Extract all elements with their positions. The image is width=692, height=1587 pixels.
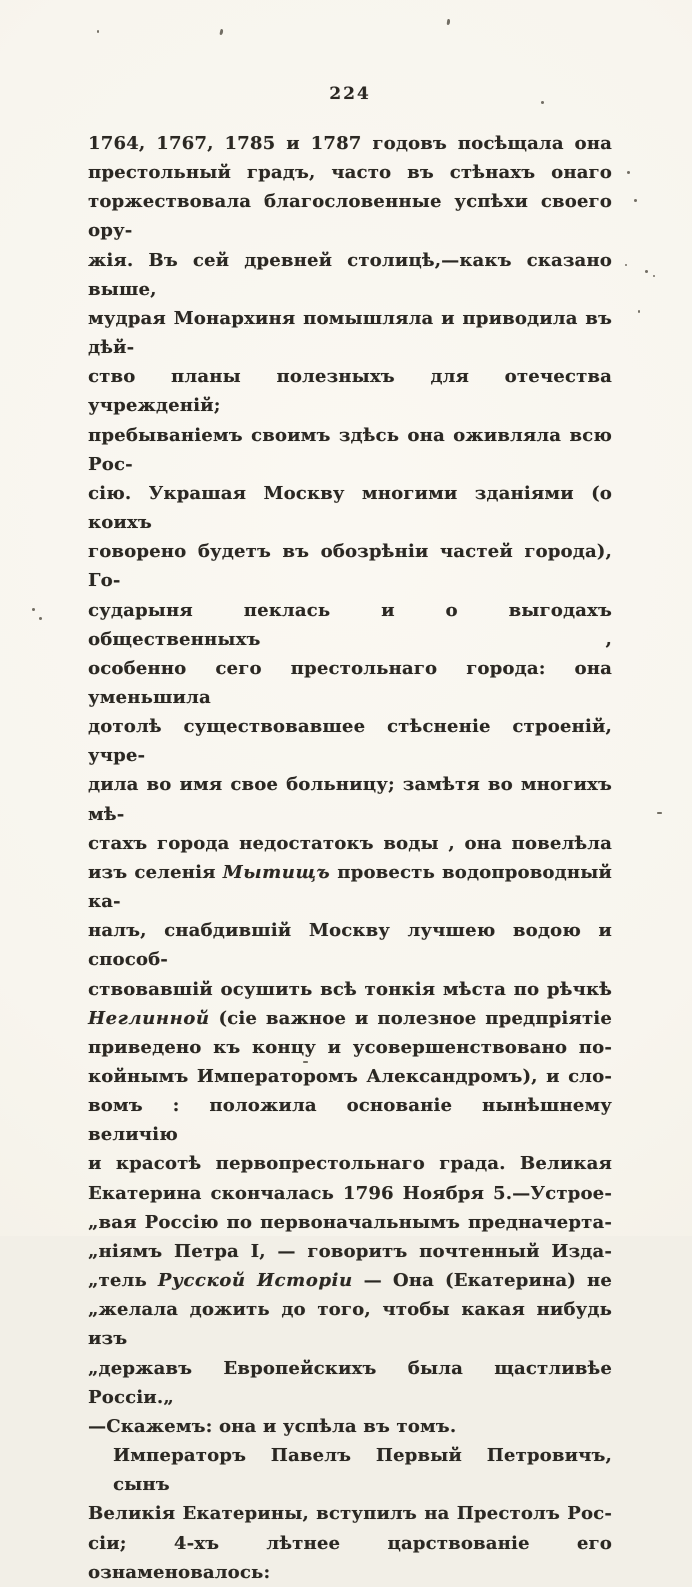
ink-speck	[627, 171, 630, 174]
text-segment: „тель	[88, 1270, 158, 1292]
text-segment: Императоръ Павелъ Первый Петровичъ, сынъ	[113, 1445, 612, 1496]
text-segment: (сіе важное и полезное предпріятіе	[209, 1007, 612, 1029]
text-segment: койнымъ Императоромъ Александромъ), и сло-	[88, 1066, 612, 1087]
ink-speck	[303, 1061, 308, 1063]
text-segment: престольный градъ, часто въ стѣнахъ онаго	[88, 162, 612, 184]
text-line	[88, 1062, 612, 1091]
text-line	[88, 304, 612, 362]
text-segment: особенно сего престольнаго города: она уменьшила	[88, 657, 612, 708]
text-line	[88, 421, 612, 479]
text-segment: сію. Украшая Москву многими зданіями (о коихъ	[88, 482, 612, 534]
text-segment: провесть водопроводный ка-	[88, 861, 612, 913]
text-segment: говорено будетъ въ обозрѣніи частей города), Го-	[88, 541, 612, 592]
text-line	[88, 712, 612, 770]
text-line	[88, 829, 612, 858]
text-segment: стахъ города недостатокъ воды , она повелѣла	[88, 832, 612, 854]
text-line	[88, 479, 612, 537]
text-segment: торжествовала благословенные успѣхи своего ору-	[88, 191, 612, 242]
text-line	[88, 1295, 612, 1353]
text-line	[88, 858, 612, 916]
text-segment: приведено къ концу и усовершенствовано по-	[88, 1036, 612, 1058]
text-segment: изъ селенія	[88, 861, 223, 883]
ink-speck	[32, 608, 35, 611]
text-segment: и красотѣ первопрестольнаго града. Великая	[88, 1153, 612, 1175]
text-line	[88, 1004, 612, 1033]
text-line	[88, 1179, 612, 1208]
text-line	[88, 1149, 612, 1178]
text-line	[88, 1354, 612, 1412]
text-line	[88, 596, 612, 654]
text-segment: Екатерина скончалась 1796 Ноября 5.—Устрое-	[88, 1182, 612, 1204]
text-line	[88, 158, 612, 187]
text-line	[88, 916, 612, 974]
text-line	[88, 1033, 612, 1062]
text-segment: 1764, 1767, 1785 и 1787 годовъ посѣщала она	[88, 133, 612, 154]
text-line	[88, 975, 612, 1004]
ink-speck	[541, 101, 544, 104]
text-segment: вомъ : положила основаніе нынѣшнему величію	[88, 1095, 612, 1146]
text-line	[88, 187, 612, 245]
text-line	[88, 1091, 612, 1149]
text-segment: сударыня пеклась и о выгодахъ общественныхъ ,	[88, 599, 612, 650]
text-segment: мудрая Монархиня помышляла и приводила въ дѣй-	[88, 307, 612, 359]
text-line	[88, 362, 612, 420]
text-line	[88, 1237, 612, 1266]
text-line	[88, 1266, 612, 1295]
italic-text: Неглинной	[88, 1007, 210, 1029]
ink-speck	[657, 812, 662, 814]
text-segment: ство планы полезныхъ для отечества учрежденій;	[88, 366, 612, 417]
text-segment: „желала дожить до того, чтобы какая нибудь изъ	[88, 1299, 612, 1350]
text-line	[88, 129, 612, 158]
text-segment: „державъ Европейскихъ была щастливѣе Россіи.„	[88, 1357, 612, 1408]
ink-speck	[625, 264, 627, 266]
text-segment: — Она (Екатерина) не	[352, 1270, 612, 1292]
text-segment: „ніямъ Петра I, — говоритъ почтенный Изда-	[88, 1240, 612, 1262]
text-line	[88, 1441, 612, 1499]
ink-speck	[645, 270, 648, 273]
text-segment: Великія Екатерины, вступилъ на Престолъ Рос-	[88, 1503, 612, 1525]
text-line	[88, 1208, 612, 1237]
italic-text: Мытищъ	[222, 861, 331, 883]
ink-speck	[634, 199, 637, 202]
text-segment: пребываніемъ своимъ здѣсь она оживляла всю Рос-	[88, 424, 612, 475]
text-line	[88, 246, 612, 304]
text-line	[88, 537, 612, 595]
text-line	[88, 1529, 612, 1587]
text-segment: дотолѣ существовавшее стѣсненіе строеній, учре-	[88, 716, 612, 767]
text-line	[88, 654, 612, 712]
text-segment: жія. Въ сей древней столицѣ,—какъ сказано выше,	[88, 249, 612, 300]
ink-speck	[39, 617, 42, 620]
ink-speck	[447, 19, 451, 25]
text-segment: сіи; 4-хъ лѣтнее царствованіе его ознаменовалось:	[88, 1532, 612, 1583]
text-segment: дила во имя свое больницу; замѣтя во многихъ мѣ-	[88, 774, 612, 825]
text-line	[88, 1499, 612, 1528]
ink-speck	[638, 310, 640, 313]
ink-speck	[97, 30, 99, 33]
page-number: 224	[329, 84, 371, 104]
text-segment: „вая Россію по первоначальнымъ предначерта-	[88, 1211, 612, 1233]
text-line	[88, 1412, 612, 1441]
text-segment: —Скажемъ: она и успѣла въ томъ.	[88, 1415, 457, 1437]
text-segment: ствовавшій осушить всѣ тонкія мѣста по рѣчкѣ	[88, 978, 612, 1000]
text-block	[88, 129, 612, 1587]
text-segment: налъ, снабдившій Москву лучшею водою и способ-	[88, 920, 612, 971]
text-line	[88, 770, 612, 828]
italic-text: Русской Исторіи	[157, 1270, 353, 1292]
ink-speck	[219, 29, 223, 35]
ink-speck	[653, 275, 655, 277]
